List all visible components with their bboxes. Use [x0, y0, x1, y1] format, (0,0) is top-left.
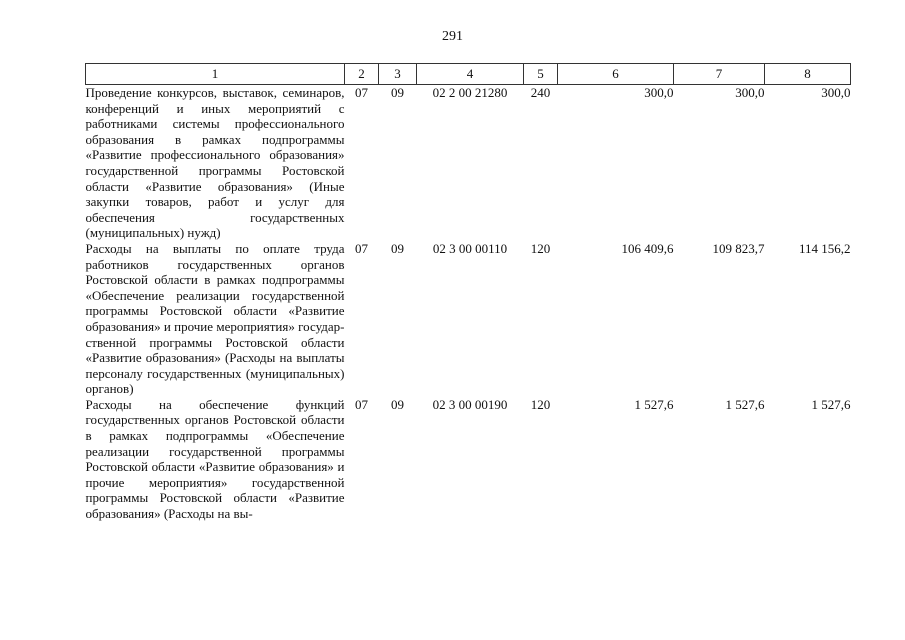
- row-amount-col7: 109 823,7: [712, 240, 765, 256]
- row-amount-col8: 300,0: [821, 85, 851, 100]
- column-header-8: 8: [765, 64, 851, 85]
- column-header-1: 1: [86, 64, 345, 85]
- row-amount-col8: 1 527,6: [811, 396, 851, 412]
- row-subsection-code: 09: [391, 85, 404, 100]
- row-amount-col6: 300,0: [644, 85, 674, 100]
- row-expense-type-code: 120: [530, 240, 551, 256]
- row-amount-col6: 1 527,6: [634, 396, 674, 412]
- row-amount-col7: 300,0: [735, 85, 765, 100]
- row-section-code: 07: [355, 396, 368, 412]
- budget-table: [85, 63, 851, 522]
- row-target-article-code: 02 3 00 00110: [432, 240, 508, 256]
- table-row: [86, 85, 851, 241]
- row-description: Проведение конкурсов, выставок, семинаров, конференций и иных мероприятий с работниками системы профессионального образования в рамках подпрограммы «Развитие профессионального образования» государственной программы Ростовской области «Развитие образования» (Иные закупки товаров, работ и услуг для обеспечения государственных (муниципальных) нужд): [85, 85, 345, 241]
- column-header-5: 5: [524, 64, 558, 85]
- row-expense-type-code: 240: [530, 85, 551, 100]
- row-target-article-code: 02 2 00 21280: [432, 85, 508, 100]
- column-header-2: 2: [345, 64, 379, 85]
- row-subsection-code: 09: [391, 240, 404, 256]
- row-amount-col7: 1 527,6: [725, 396, 765, 412]
- table-row: [86, 397, 851, 522]
- header-row: [86, 64, 851, 85]
- row-section-code: 07: [355, 240, 368, 256]
- column-header-4: 4: [417, 64, 524, 85]
- column-header-7: 7: [674, 64, 765, 85]
- column-header-6: 6: [558, 64, 674, 85]
- page-number: 291: [442, 29, 463, 44]
- row-section-code: 07: [355, 85, 368, 100]
- table-row: [86, 241, 851, 397]
- row-target-article-code: 02 3 00 00190: [432, 396, 508, 412]
- row-description: Расходы на обеспечение функций государственных органов Ростовской области в рамках подпрограммы «Обеспечение реализации государственной программы Ростовской области «Развитие образования» и прочие мероприятия» государственной программы Ростовской области «Развитие образования» (Расходы на вы-: [85, 396, 345, 522]
- column-header-3: 3: [379, 64, 417, 85]
- row-expense-type-code: 120: [530, 396, 551, 412]
- row-amount-col6: 106 409,6: [621, 240, 674, 256]
- row-amount-col8: 114 156,2: [798, 240, 851, 256]
- row-description: Расходы на выплаты по оплате труда работников государственных органов Ростовской области в рамках подпрограммы «Обеспечение реализации государственной программы Ростовской области «Развитие образования» и прочие мероприятия» государственной программы Ростовской области «Развитие образования» (Расходы на выплаты персоналу государственных (муниципальных) органов): [85, 240, 345, 397]
- row-subsection-code: 09: [391, 396, 404, 412]
